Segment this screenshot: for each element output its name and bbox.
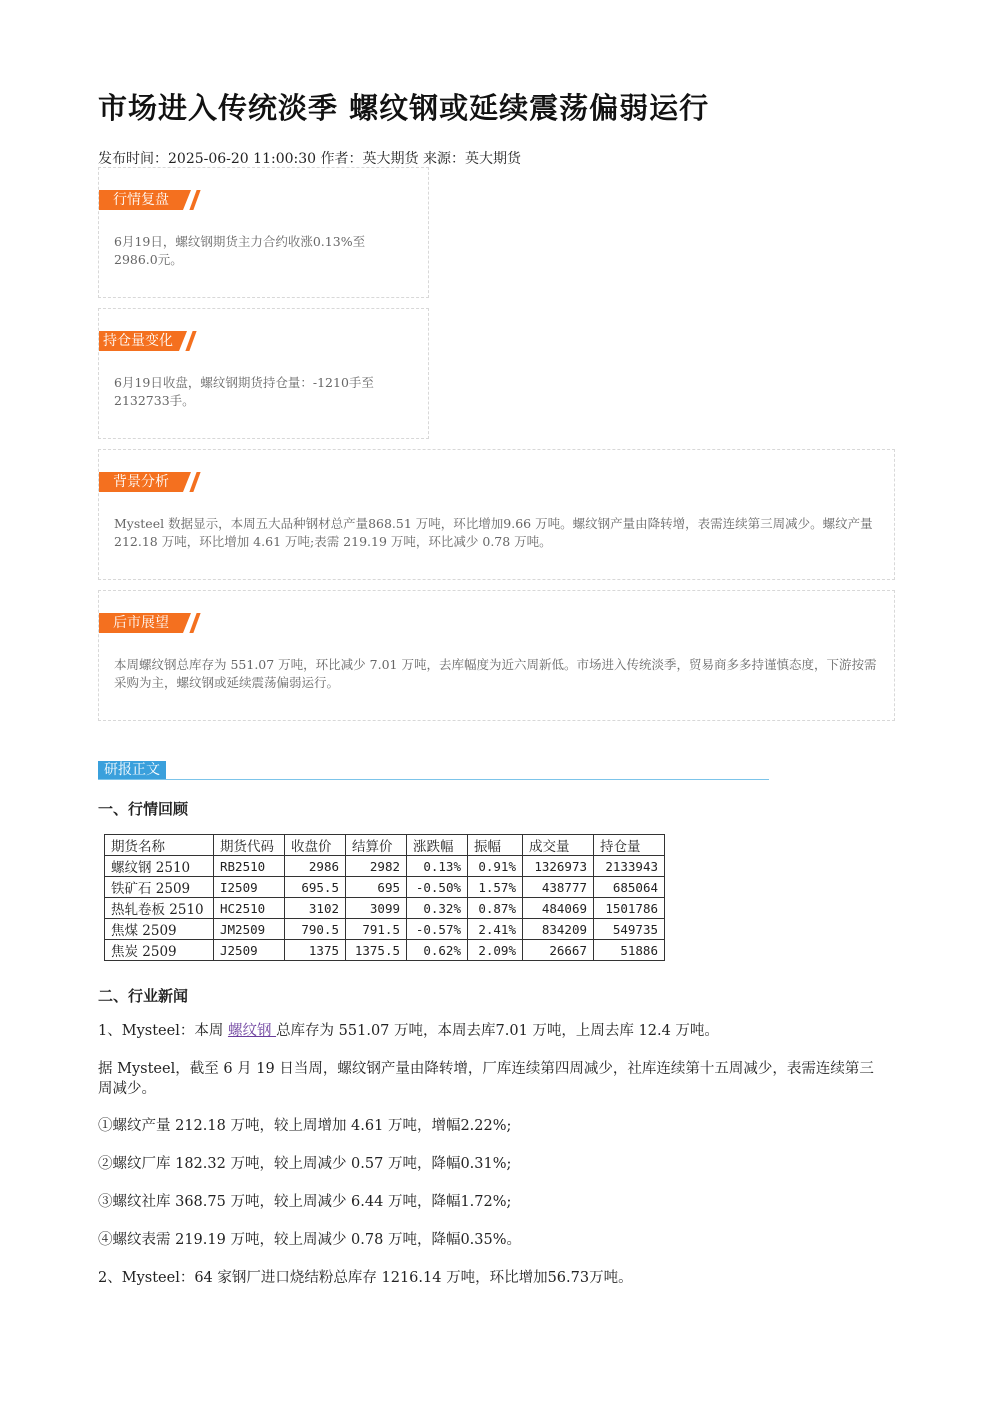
cell-amplitude: 1.57%: [468, 877, 523, 898]
cell-change: 0.13%: [407, 856, 468, 877]
cell-close: 790.5: [285, 919, 346, 940]
tag-market-review: 行情复盘: [99, 190, 183, 210]
cell-name: 螺纹钢 2510: [105, 856, 214, 877]
box-text-background: Mysteel 数据显示，本周五大品种钢材总产量868.51 万吨，环比增加9.66 万吨。螺纹钢产量由降转增，表需连续第三周减少。螺纹产量212.18 万吨，环比增加 4.61 万吨;表需 219.19 万吨，环比减少 0.78 万吨。: [114, 516, 873, 549]
cell-code: RB2510: [214, 856, 285, 877]
cell-close: 695.5: [285, 877, 346, 898]
table-row: [105, 940, 665, 961]
th-change: 涨跌幅: [407, 835, 468, 856]
cell-code: I2509: [214, 877, 285, 898]
cell-open-interest: 2133943: [594, 856, 665, 877]
cell-code: J2509: [214, 940, 285, 961]
th-volume: 成交量: [523, 835, 594, 856]
cell-code: HC2510: [214, 898, 285, 919]
news-item-3: ③螺纹社库 368.75 万吨，较上周减少 6.44 万吨，降幅1.72%;: [98, 1194, 512, 1210]
cell-code: JM2509: [214, 919, 285, 940]
section-heading-industry-news: 二、行业新闻: [98, 987, 189, 1005]
cell-settle: 695: [346, 877, 407, 898]
cell-change: -0.57%: [407, 919, 468, 940]
th-name: 期货名称: [105, 835, 214, 856]
news-item-2: ②螺纹厂库 182.32 万吨，较上周减少 0.57 万吨，降幅0.31%;: [98, 1156, 512, 1172]
table-row: [105, 856, 665, 877]
futures-table: [104, 834, 665, 961]
news-item-4: ④螺纹表需 219.19 万吨，较上周减少 0.78 万吨，降幅0.35%。: [98, 1232, 522, 1248]
summary-box-background: [98, 449, 895, 580]
cell-name: 铁矿石 2509: [105, 877, 214, 898]
table-row: [105, 877, 665, 898]
cell-open-interest: 549735: [594, 919, 665, 940]
cell-close: 1375: [285, 940, 346, 961]
cell-volume: 26667: [523, 940, 594, 961]
table-row: [105, 919, 665, 940]
table-header-row: [105, 835, 665, 856]
rebar-link[interactable]: 螺纹钢: [227, 1023, 277, 1039]
section-heading-market-review: 一、行情回顾: [98, 800, 189, 818]
tag-open-interest: 持仓量变化: [99, 331, 179, 351]
report-divider: [98, 779, 769, 780]
futures-table-container: [104, 834, 674, 961]
cell-change: 0.62%: [407, 940, 468, 961]
cell-settle: 3099: [346, 898, 407, 919]
article-title: 市场进入传统淡季 螺纹钢或延续震荡偏弱运行: [98, 91, 710, 125]
th-code: 期货代码: [214, 835, 285, 856]
box-text-outlook: 本周螺纹钢总库存为 551.07 万吨，环比减少 7.01 万吨，去库幅度为近六周新低。市场进入传统淡季，贸易商多多持谨慎态度，下游按需采购为主，螺纹钢或延续震荡偏弱运行。: [114, 657, 877, 690]
article-meta: 发布时间：2025-06-20 11:00:30 作者：英大期货 来源：英大期货: [98, 151, 521, 167]
th-amplitude: 振幅: [468, 835, 523, 856]
news-paragraph-detail: 据 Mysteel，截至 6 月 19 日当周，螺纹钢产量由降转增，厂库连续第四周减少，社库连续第十五周减少，表需连续第三周减少。: [98, 1061, 874, 1097]
cell-change: -0.50%: [407, 877, 468, 898]
th-settle: 结算价: [346, 835, 407, 856]
th-open-interest: 持仓量: [594, 835, 665, 856]
cell-name: 焦炭 2509: [105, 940, 214, 961]
cell-change: 0.32%: [407, 898, 468, 919]
box-text-open-interest: 6月19日收盘，螺纹钢期货持仓量：-1210手至2132733手。: [114, 375, 374, 408]
cell-amplitude: 2.41%: [468, 919, 523, 940]
th-close: 收盘价: [285, 835, 346, 856]
cell-amplitude: 0.87%: [468, 898, 523, 919]
cell-volume: 438777: [523, 877, 594, 898]
report-body-tag: 研报正文: [98, 761, 166, 779]
cell-name: 焦煤 2509: [105, 919, 214, 940]
box-text-market-review: 6月19日，螺纹钢期货主力合约收涨0.13%至2986.0元。: [114, 234, 366, 267]
cell-open-interest: 685064: [594, 877, 665, 898]
summary-box-open-interest: [98, 308, 429, 439]
table-row: [105, 898, 665, 919]
cell-settle: 791.5: [346, 919, 407, 940]
cell-amplitude: 0.91%: [468, 856, 523, 877]
cell-amplitude: 2.09%: [468, 940, 523, 961]
cell-open-interest: 1501786: [594, 898, 665, 919]
tag-outlook: 后市展望: [99, 613, 183, 633]
summary-box-market-review: [98, 167, 429, 298]
cell-volume: 1326973: [523, 856, 594, 877]
news-item-1: ①螺纹产量 212.18 万吨，较上周增加 4.61 万吨，增幅2.22%;: [98, 1118, 512, 1134]
news-paragraph-1: [98, 1021, 888, 1041]
cell-name: 热轧卷板 2510: [105, 898, 214, 919]
cell-close: 3102: [285, 898, 346, 919]
news-paragraph-2: 2、Mysteel：64 家钢厂进口烧结粉总库存 1216.14 万吨，环比增加56.73万吨。: [98, 1270, 633, 1286]
cell-settle: 1375.5: [346, 940, 407, 961]
news1-prefix: 1、Mysteel：本周: [98, 1023, 228, 1039]
news1-suffix: 总库存为 551.07 万吨，本周去库7.01 万吨，上周去库 12.4 万吨。: [276, 1023, 719, 1039]
summary-box-outlook: [98, 590, 895, 721]
cell-close: 2986: [285, 856, 346, 877]
cell-volume: 834209: [523, 919, 594, 940]
cell-open-interest: 51886: [594, 940, 665, 961]
cell-volume: 484069: [523, 898, 594, 919]
cell-settle: 2982: [346, 856, 407, 877]
tag-background: 背景分析: [99, 472, 183, 492]
